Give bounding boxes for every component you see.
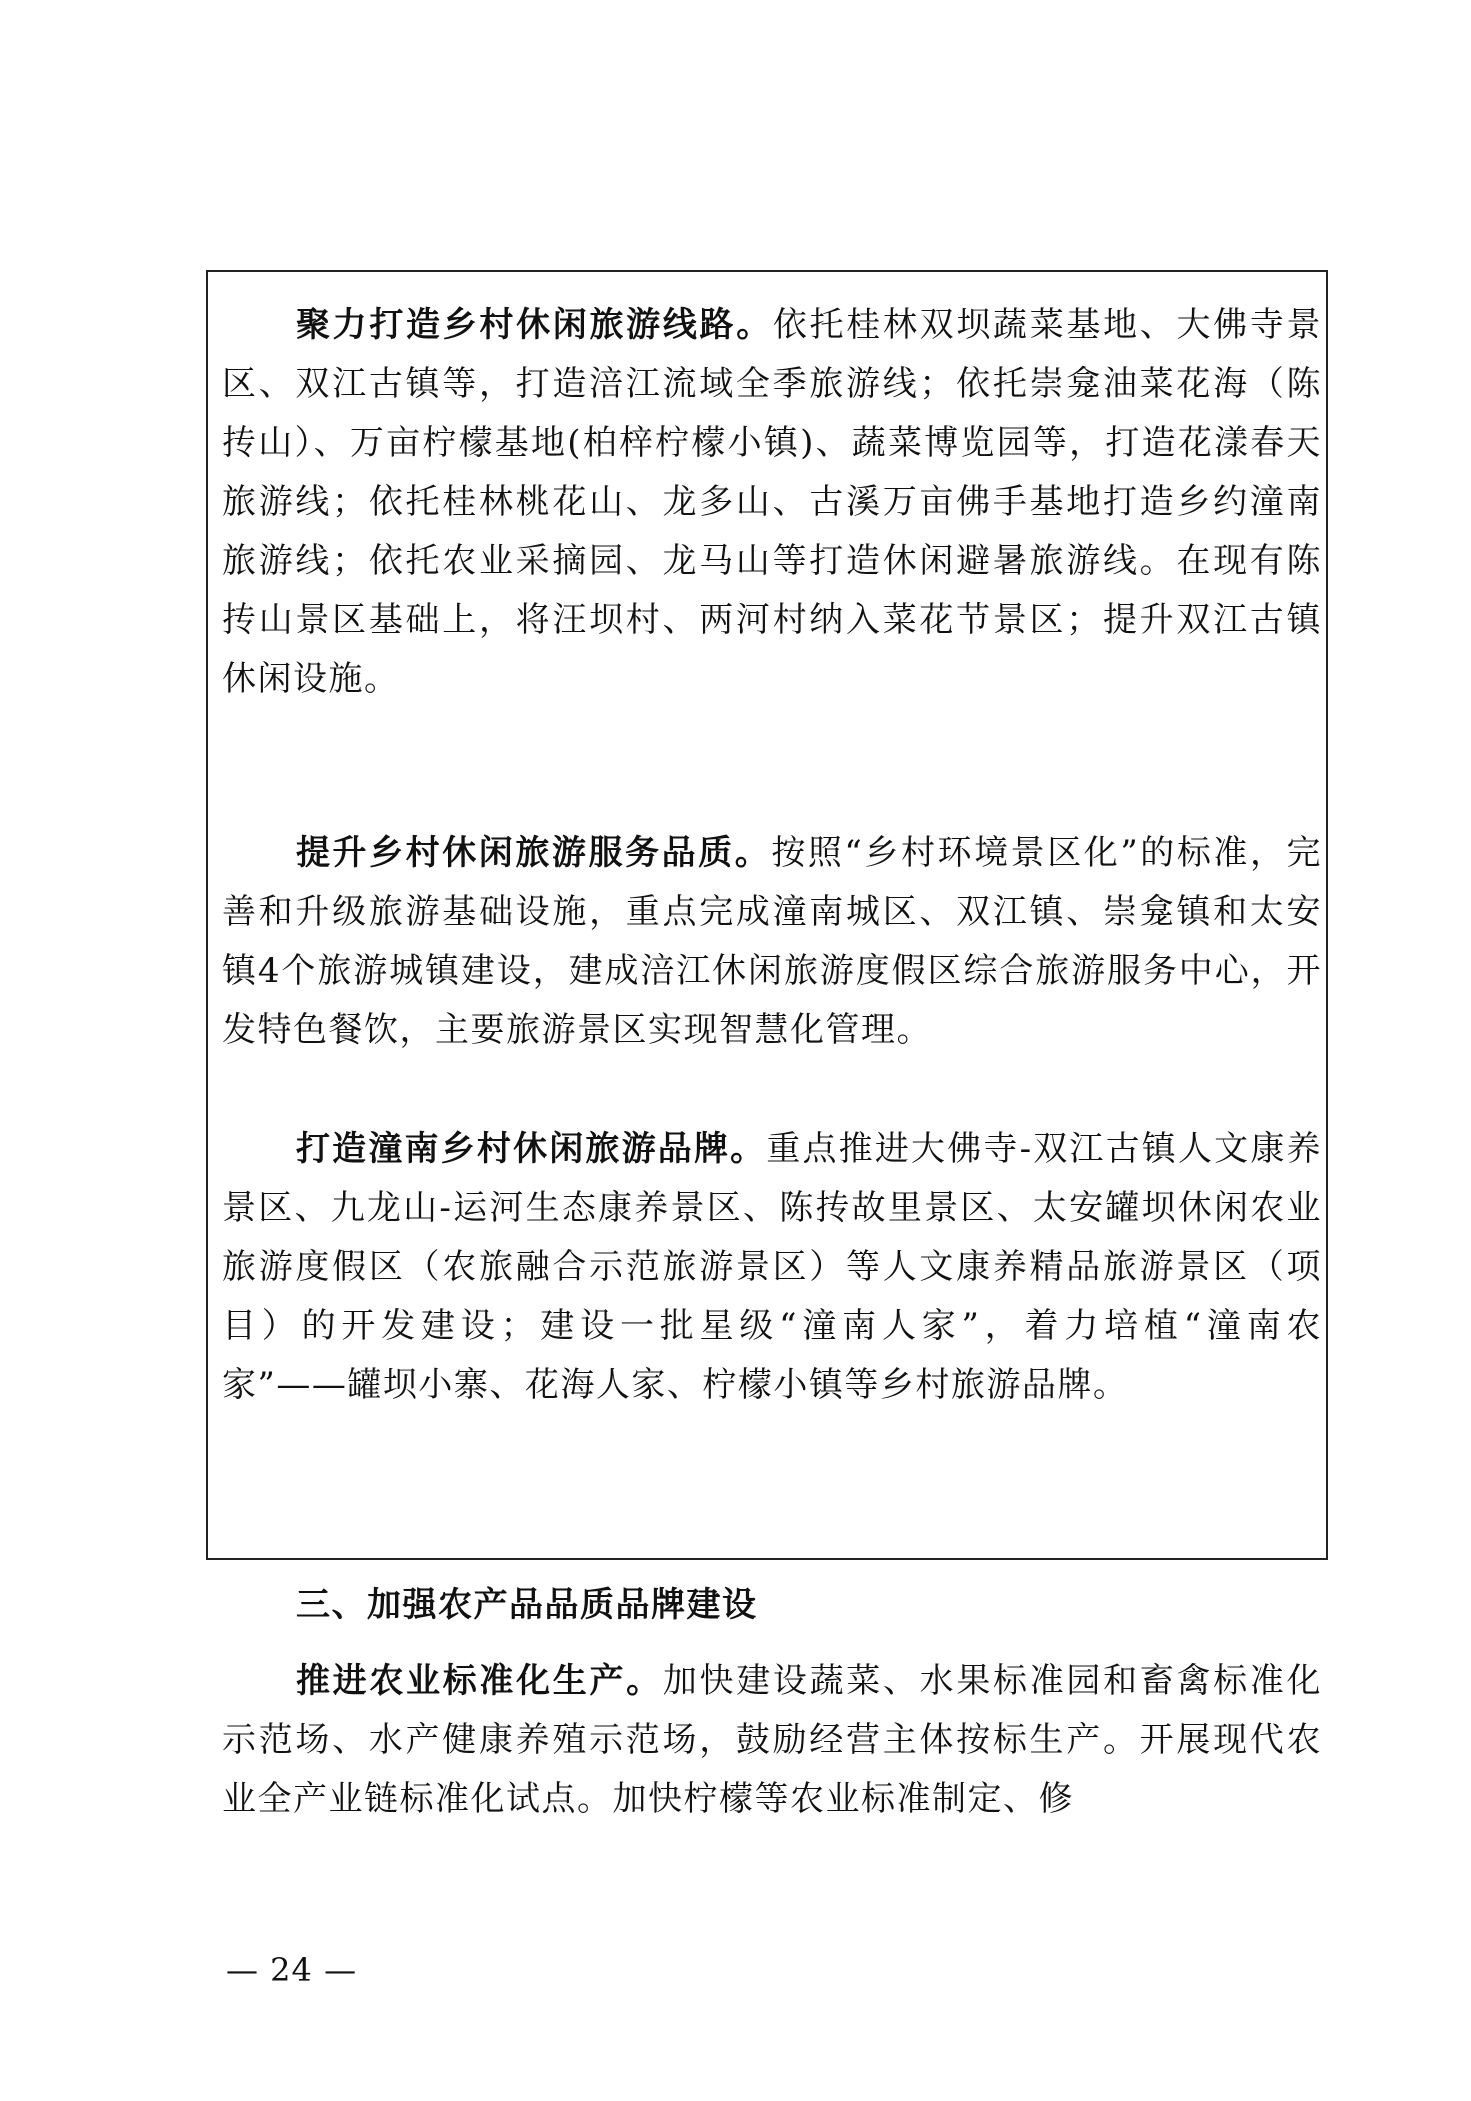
- section-heading: 三、加强农产品品质品牌建设: [296, 1585, 758, 1625]
- paragraph-body: 加快建设蔬菜、水果标准园和畜禽标准化示范场、水产健康养殖示范场，鼓励经营主体按标生产。开展现代农业全产业链标准化试点。加快柠檬等农业标准制定、修: [222, 1661, 1323, 1819]
- paragraph-body: 依托桂林双坝蔬菜基地、大佛寺景区、双江古镇等，打造涪江流域全季旅游线；依托崇龛油菜花海（陈抟山）、万亩柠檬基地(柏梓柠檬小镇)、蔬菜博览园等，打造花漾春天旅游线；依托桂林桃花山、龙多山、古溪万亩佛手基地打造乡约潼南旅游线；依托农业采摘园、龙马山等打造休闲避暑旅游线。在现有陈抟山景区基础上，将汪坝村、两河村纳入菜花节景区；提升双江古镇休闲设施。: [222, 305, 1323, 699]
- paragraph-lead: 打造潼南乡村休闲旅游品牌。: [296, 1129, 767, 1169]
- paragraph-lead: 推进农业标准化生产。: [296, 1661, 663, 1701]
- paragraph-lead: 提升乡村休闲旅游服务品质。: [296, 833, 772, 873]
- paragraph-lead: 聚力打造乡村休闲旅游线路。: [296, 305, 773, 345]
- paragraph-body: 重点推进大佛寺-双江古镇人文康养景区、九龙山-运河生态康养景区、陈抟故里景区、太安罐坝休闲农业旅游度假区（农旅融合示范旅游景区）等人文康养精品旅游景区（项目）的开发建设；建设一批星级“潼南人家”，着力培植“潼南农家”——罐坝小寨、花海人家、柠檬小镇等乡村旅游品牌。: [222, 1129, 1322, 1405]
- page-number: — 24 —: [226, 1951, 358, 1989]
- paragraph-tourism-brand: [222, 1120, 1322, 1415]
- paragraph-tourism-routes: [222, 296, 1322, 709]
- paragraph-standardization: [222, 1652, 1322, 1829]
- paragraph-body: 按照“乡村环境景区化”的标准，完善和升级旅游基础设施，重点完成潼南城区、双江镇、崇龛镇和太安镇4个旅游城镇建设，建成涪江休闲旅游度假区综合旅游服务中心，开发特色餐饮，主要旅游景区实现智慧化管理。: [222, 833, 1323, 1050]
- paragraph-service-quality: [222, 824, 1322, 1060]
